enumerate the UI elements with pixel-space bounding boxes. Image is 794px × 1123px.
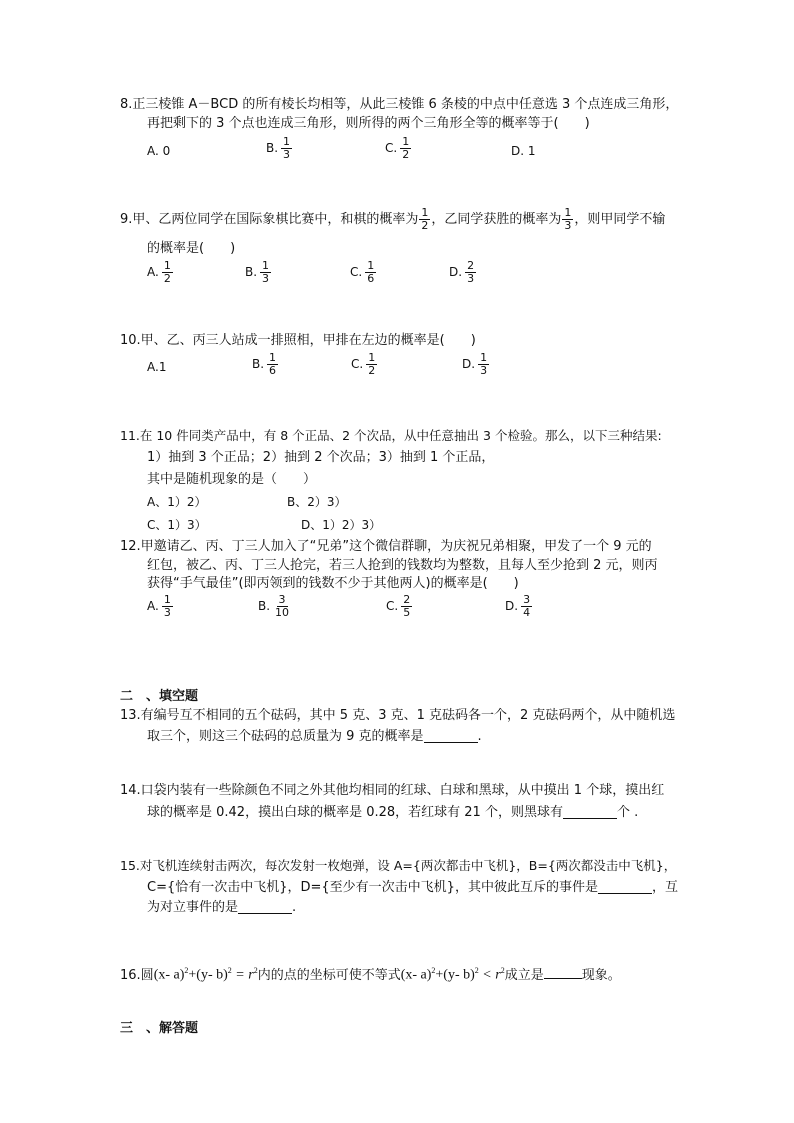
q15-line1: 15.对飞机连续射击两次，每次发射一枚炮弹，设 A={两次都击中飞机}，B={两次都没击中飞机}， (120, 858, 677, 873)
q11-option-b: B、2）3） (287, 495, 347, 509)
q9-option-c-fraction: $\frac{1}{6}$ (367, 259, 375, 285)
q13-answer-blank[interactable] (424, 729, 478, 743)
section-solution-heading: 三 、解答题 (120, 1021, 199, 1036)
q12-line3: 获得“手气最佳”(即丙领到的钱数不少于其他两人)的概率是( ) (147, 576, 519, 591)
q12-option-a: A. $\frac{1}{3}$ (147, 593, 171, 619)
q9-line1: 9.甲、乙两位同学在国际象棋比赛中，和棋的概率为 $\frac{1}{2}$ ，乙同学获胜的概率为 $\frac{1}{3}$ ，则甲同学不输 (120, 206, 666, 232)
q11-line1: 11.在 10 件同类产品中，有 8 个正品、2 个次品，从中任意抽出 3 个检验。那么，以下三种结果: (120, 428, 662, 443)
q12-option-d: D. $\frac{3}{4}$ (505, 593, 531, 619)
q9-draw-fraction: $\frac{1}{2}$ (421, 206, 429, 232)
section-fill-in-heading: 二 、填空题 (120, 689, 199, 704)
q12-option-c: C. $\frac{2}{5}$ (386, 593, 411, 619)
q10-option-c-fraction: $\frac{1}{2}$ (368, 351, 376, 377)
q10-option-b: B. $\frac{1}{6}$ (252, 351, 277, 377)
q16-circle-equation: (x- a)$^2$+(y- $b)^2 = r^2$ (153, 966, 258, 983)
q15-complementary-blank[interactable] (238, 900, 292, 914)
q12-line1: 12.甲邀请乙、丙、丁三人加入了“兄弟”这个微信群聊，为庆祝兄弟相聚，甲发了一个 9 元的 (120, 539, 652, 554)
q11-line2: 1）抽到 3 个正品；2）抽到 2 个次品；3）抽到 1 个正品， (147, 450, 495, 465)
q11-option-c: C、1）3） (147, 518, 207, 532)
q11-option-a: A、1）2） (147, 495, 207, 509)
q10-option-a: A.1 (147, 360, 167, 374)
q16-answer-blank[interactable] (544, 966, 582, 979)
q15-mutually-exclusive-blank[interactable] (598, 880, 652, 894)
q8-option-c: C. $\frac{1}{2}$ (385, 135, 410, 161)
q14-line2: 球的概率是 0.42，摸出白球的概率是 0.28，若红球有 21 个，则黑球有 个 . (147, 805, 639, 820)
q9-win-fraction: $\frac{1}{3}$ (564, 206, 572, 232)
q8-option-c-fraction: $\frac{1}{2}$ (402, 135, 410, 161)
q9-option-b-fraction: $\frac{1}{3}$ (262, 259, 270, 285)
q14-line1: 14.口袋内装有一些除颜色不同之外其他均相同的红球、白球和黑球，从中摸出 1 个球，摸出红 (120, 783, 665, 798)
q13-line2: 取三个，则这三个砝码的总质量为 9 克的概率是 . (147, 729, 482, 744)
q12-option-d-fraction: $\frac{3}{4}$ (523, 593, 531, 619)
q10-option-d-fraction: $\frac{1}{3}$ (480, 351, 488, 377)
q8-option-d: D. 1 (511, 144, 536, 158)
q8-option-b-fraction: $\frac{1}{3}$ (283, 135, 291, 161)
q8-option-a: A. 0 (147, 144, 171, 158)
q11-option-d: D、1）2）3） (301, 518, 382, 532)
q11-line3: 其中是随机现象的是（ ） (147, 472, 317, 487)
q9-line2: 的概率是( ) (147, 241, 236, 256)
q12-option-c-fraction: $\frac{2}{5}$ (403, 593, 411, 619)
q9-option-c: C. $\frac{1}{6}$ (350, 259, 375, 285)
q15-line2: C={恰有一次击中飞机}，D={至少有一次击中飞机}，其中彼此互斥的事件是 ，互 (147, 880, 678, 895)
q14-answer-blank[interactable] (563, 805, 617, 819)
q10-option-b-fraction: $\frac{1}{6}$ (269, 351, 277, 377)
q13-line1: 13.有编号互不相同的五个砝码，其中 5 克、3 克、1 克砝码各一个，2 克砝码两个，从中随机选 (120, 708, 676, 723)
q9-option-d-fraction: $\frac{2}{3}$ (467, 259, 475, 285)
q12-option-b-fraction: $\frac{3}{10}$ (275, 593, 290, 619)
q12-option-b: B. $\frac{3}{10}$ (258, 593, 290, 619)
q9-option-b: B. $\frac{1}{3}$ (245, 259, 270, 285)
q9-option-d: D. $\frac{2}{3}$ (449, 259, 475, 285)
q8-line2: 再把剩下的 3 个点也连成三角形，则所得的两个三角形全等的概率等于( ) (147, 116, 590, 131)
q16-inequality: (x- a)$^2$+(y- $b)^2 < r^2$ (400, 966, 505, 983)
q9-option-a-fraction: $\frac{1}{2}$ (163, 259, 171, 285)
q10-option-c: C. $\frac{1}{2}$ (351, 351, 376, 377)
q9-option-a: A. $\frac{1}{2}$ (147, 259, 171, 285)
q8-option-b: B. $\frac{1}{3}$ (266, 135, 291, 161)
q10-option-d: D. $\frac{1}{3}$ (462, 351, 488, 377)
q16-line1: 16.圆 (x- a)$^2$+(y- $b)^2 = r^2$ 内的点的坐标可使不等式 (x- a)$^2$+(y- $b)^2 < r^2$ 成立是 现象。 (120, 966, 621, 983)
q12-line2: 红包，被乙、丙、丁三人抢完，若三人抢到的钱数均为整数，且每人至少抢到 2 元，则丙 (147, 558, 658, 573)
q15-line3: 为对立事件的是 . (147, 900, 297, 915)
q10-line1: 10.甲、乙、丙三人站成一排照相，甲排在左边的概率是( ) (120, 333, 476, 348)
q8-line1: 8.正三棱锥 A－BCD 的所有棱长均相等，从此三棱锥 6 条棱的中点中任意选 3 个点连成三角形， (120, 97, 679, 112)
q12-option-a-fraction: $\frac{1}{3}$ (163, 593, 171, 619)
